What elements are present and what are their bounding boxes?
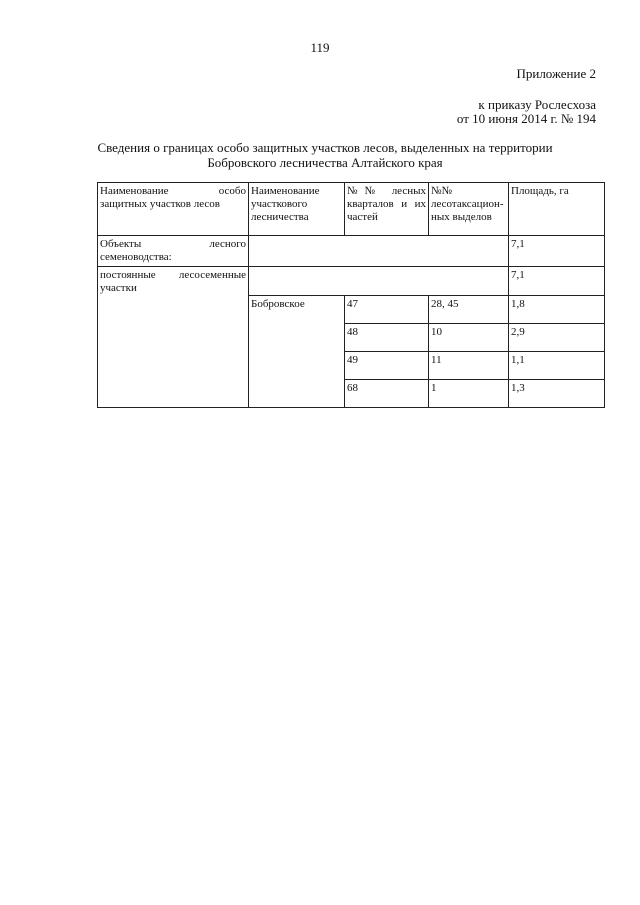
- table-header-row: [98, 183, 605, 236]
- empty-cell: [249, 267, 509, 296]
- forestry-name-cell: Бобровское: [249, 296, 345, 408]
- header-plot-numbers: №№ лесотаксацион- ных выделов: [429, 183, 509, 236]
- heading-line-1: Сведения о границах особо защитных участков лесов, выделенных на территории: [97, 140, 553, 155]
- area-cell: 7,1: [509, 236, 605, 267]
- header-forestry-name: Наименование участкового лесничества: [249, 183, 345, 236]
- header-quarter-numbers: №№ лесных кварталов и их частей: [345, 183, 429, 236]
- quarter-cell: 47: [345, 296, 429, 324]
- boundaries-table: [97, 182, 605, 408]
- annex-title: Приложение 2: [516, 66, 596, 81]
- order-reference-line: к приказу Рослесхоза: [478, 97, 596, 112]
- quarter-cell: 48: [345, 324, 429, 352]
- header-area: Площадь, га: [509, 183, 605, 236]
- quarter-cell: 49: [345, 352, 429, 380]
- group-name-cell: Объекты лесного семеноводства:: [98, 236, 249, 267]
- area-cell: 2,9: [509, 324, 605, 352]
- plot-cell: 1: [429, 380, 509, 408]
- plot-cell: 28, 45: [429, 296, 509, 324]
- table-row: [98, 236, 605, 267]
- plot-cell: 11: [429, 352, 509, 380]
- order-date-line: от 10 июня 2014 г. № 194: [456, 111, 596, 126]
- area-cell: 1,8: [509, 296, 605, 324]
- quarter-cell: 68: [345, 380, 429, 408]
- area-cell: 1,3: [509, 380, 605, 408]
- area-cell: 1,1: [509, 352, 605, 380]
- area-cell: 7,1: [509, 267, 605, 296]
- plot-cell: 10: [429, 324, 509, 352]
- header-protected-area-name: Наименование особо защитных участков лесов: [98, 183, 249, 236]
- group-name-cell: постоянные лесосеменные участки: [98, 267, 249, 408]
- empty-cell: [249, 236, 509, 267]
- document-heading: [80, 140, 570, 170]
- table-row: [98, 267, 605, 296]
- heading-line-2: Бобровского лесничества Алтайского края: [207, 155, 443, 170]
- page-number: 119: [310, 40, 330, 55]
